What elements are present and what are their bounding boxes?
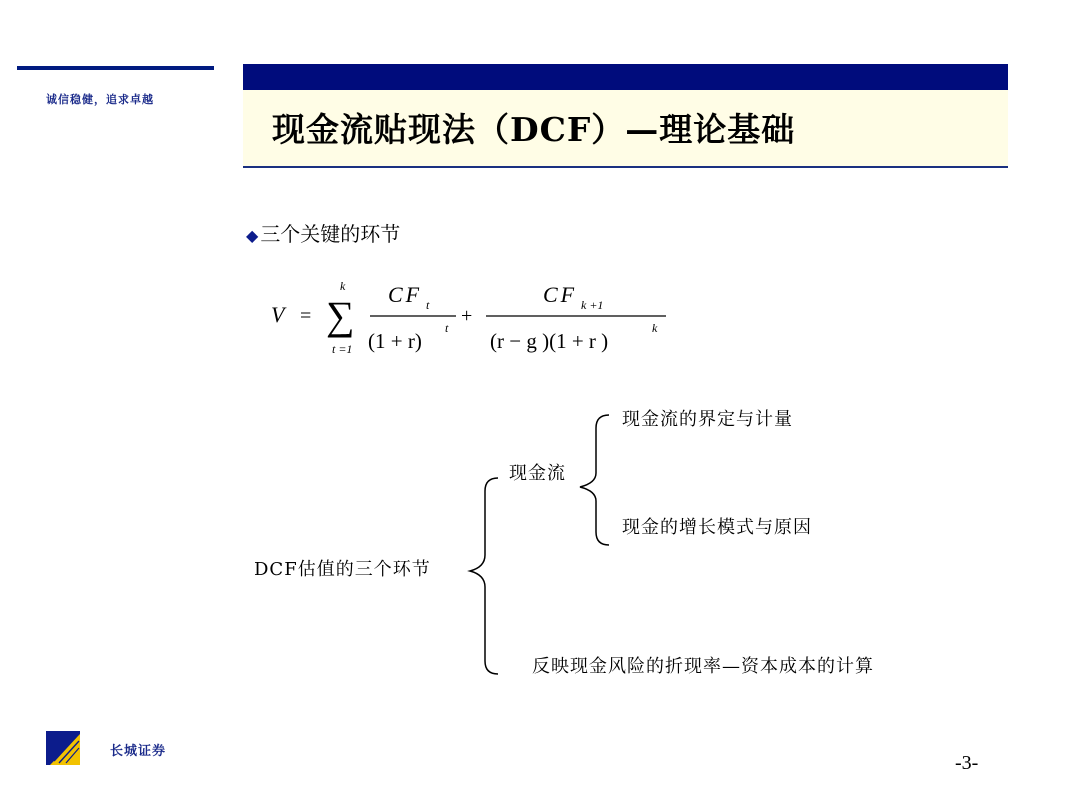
great-wall-securities-logo-icon [46, 731, 80, 765]
diamond-bullet-icon: ◆ [246, 226, 259, 245]
formula-equals: = [300, 305, 312, 327]
formula-lhs: V [271, 302, 285, 327]
branch-cashflow: 现金流 [509, 463, 566, 484]
formula-plus: + [461, 305, 473, 327]
header-left-rule [17, 66, 214, 70]
term2-denominator-sup: k [652, 321, 658, 335]
term1-denominator: (1 + r) [368, 329, 422, 353]
dcf-formula [258, 272, 698, 367]
formula-sum-upper: k [340, 279, 346, 293]
root-node: DCF估值的三个环节 [254, 559, 431, 580]
cashflow-brace [580, 415, 609, 545]
term1-numerator-sub: t [426, 298, 430, 312]
slogan-text: 诚信稳健，追求卓越 [46, 93, 154, 106]
bullet-text: 三个关键的环节 [260, 222, 401, 246]
formula-sum-lower: t =1 [332, 342, 353, 356]
leaf-definition: 现金流的界定与计量 [622, 409, 793, 430]
formula-sum-sign: ∑ [326, 293, 355, 338]
leaf-discount-rate: 反映现金风险的折现率—资本成本的计算 [532, 656, 874, 677]
term1-numerator: CF [388, 282, 423, 307]
term2-denominator: (r − g )(1 + r ) [490, 329, 609, 353]
term2-numerator: CF [543, 282, 578, 307]
dcf-steps-diagram [0, 395, 1080, 695]
term2-numerator-sub: k +1 [581, 298, 604, 312]
root-brace [470, 478, 498, 674]
title-band [243, 64, 1008, 90]
page-title: 现金流贴现法（DCF）—理论基础 [272, 110, 796, 149]
leaf-growth: 现金的增长模式与原因 [622, 517, 812, 538]
footer-company-name: 长城证券 [110, 744, 167, 759]
page-number: -3- [955, 752, 979, 774]
term1-denominator-sup: t [445, 321, 449, 335]
bullet-item [246, 218, 400, 247]
